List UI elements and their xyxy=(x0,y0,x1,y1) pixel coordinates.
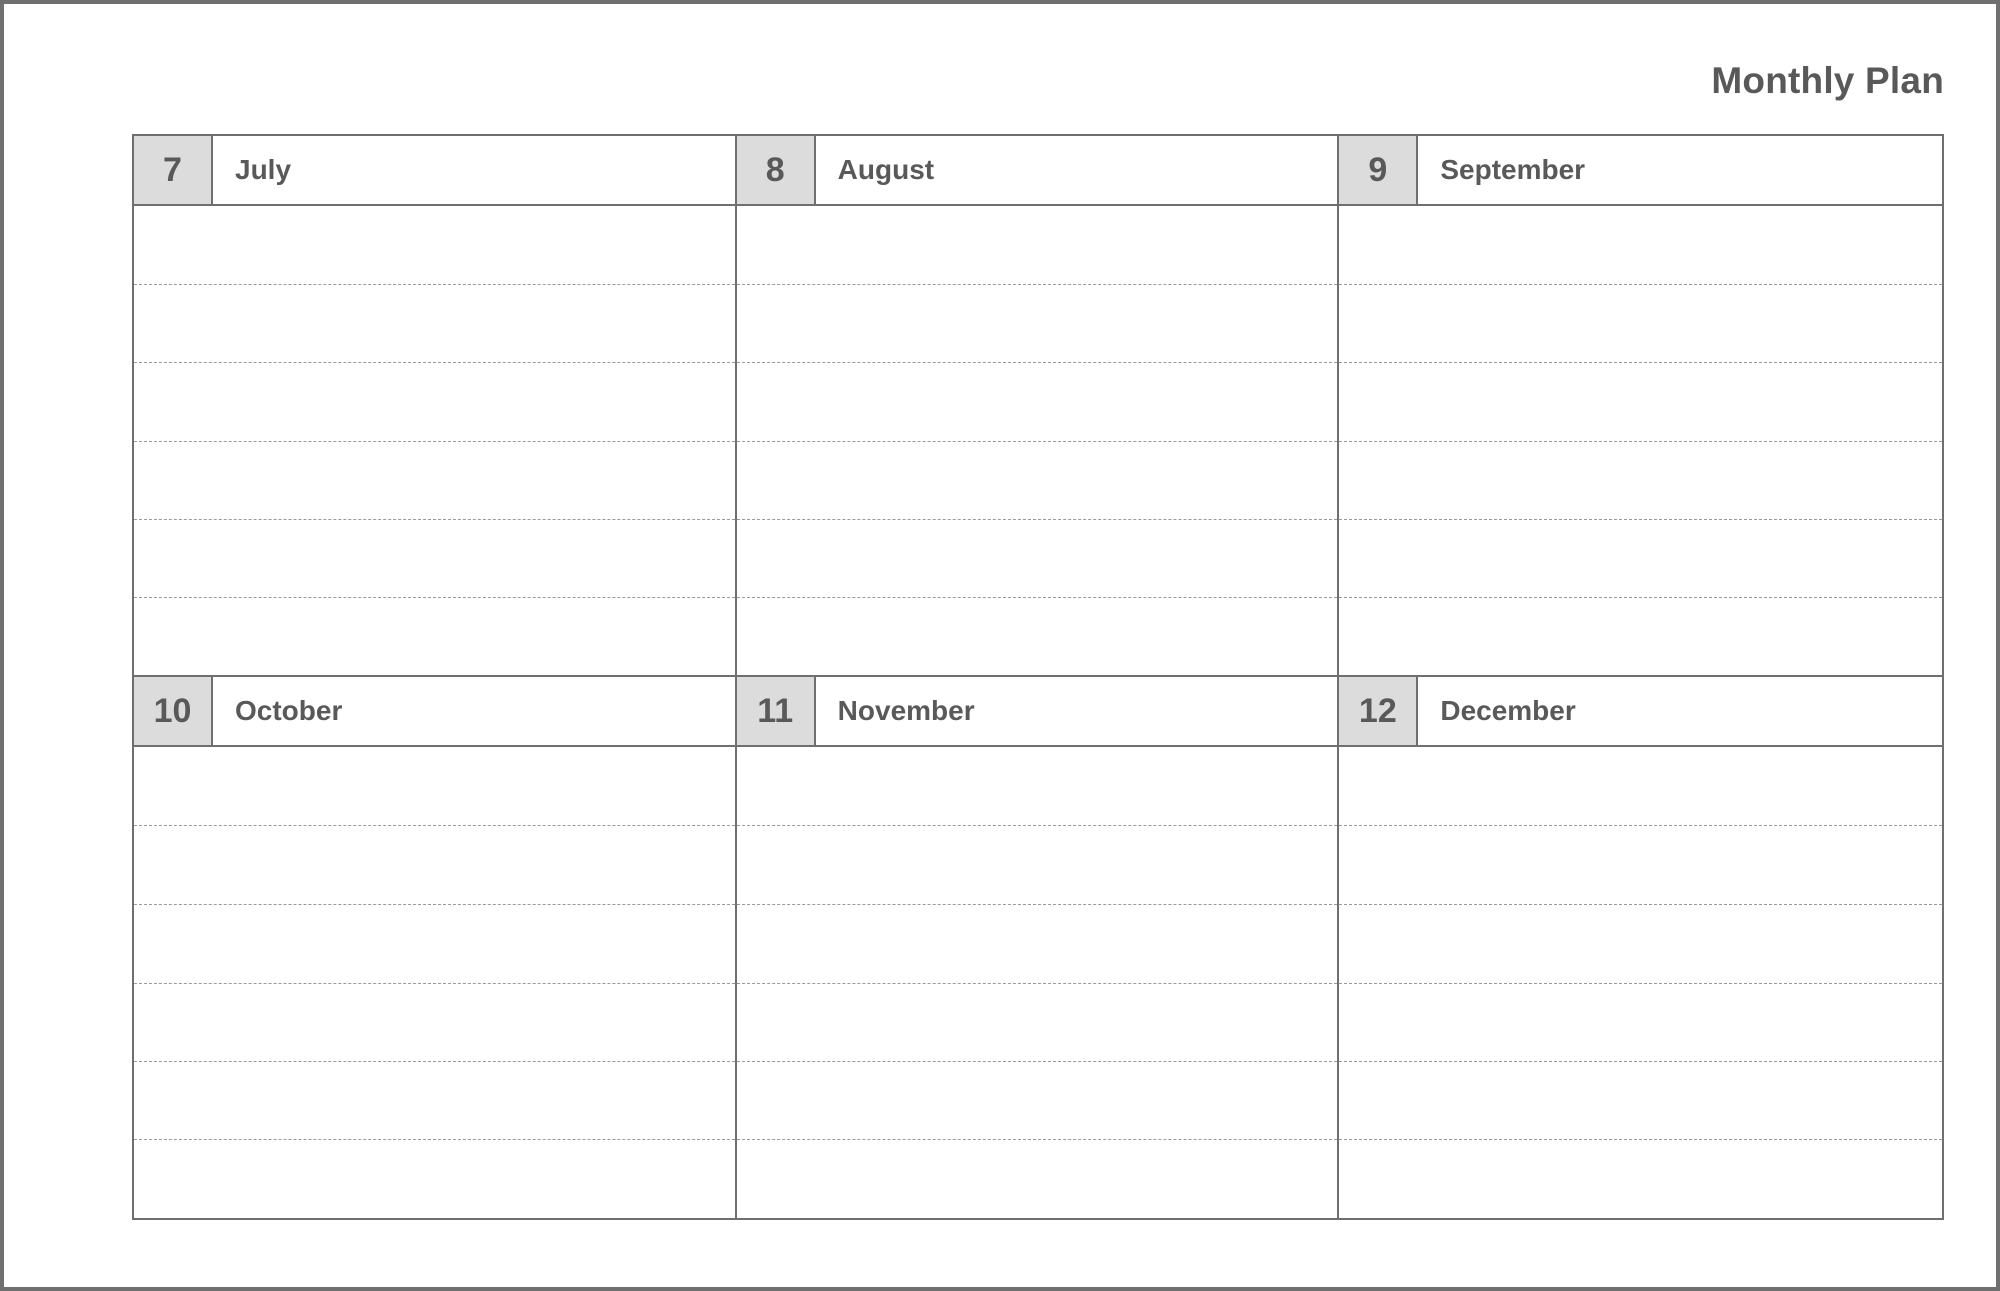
month-number-october: 10 xyxy=(134,677,213,745)
calendar-row-1 xyxy=(134,136,1942,677)
note-rule xyxy=(737,904,1338,905)
month-cell-august[interactable] xyxy=(737,136,1340,675)
page-title: Monthly Plan xyxy=(1711,60,1944,101)
month-header-august xyxy=(737,136,1338,206)
note-rule xyxy=(134,1061,735,1062)
note-rule xyxy=(134,284,735,285)
month-name-december: December xyxy=(1440,695,1576,726)
month-header-october xyxy=(134,677,735,747)
note-rule xyxy=(134,597,735,598)
month-header-july xyxy=(134,136,735,206)
month-notes-september[interactable] xyxy=(1339,206,1942,675)
note-rule xyxy=(737,441,1338,442)
month-cell-november[interactable] xyxy=(737,677,1340,1218)
note-rule xyxy=(1339,284,1942,285)
month-notes-october[interactable] xyxy=(134,747,735,1218)
note-rule xyxy=(737,1139,1338,1140)
note-rule xyxy=(1339,825,1942,826)
note-rule xyxy=(134,519,735,520)
note-rule xyxy=(737,825,1338,826)
month-header-september xyxy=(1339,136,1942,206)
note-rule xyxy=(1339,1139,1942,1140)
note-rule xyxy=(737,1061,1338,1062)
note-rule xyxy=(134,441,735,442)
month-header-december xyxy=(1339,677,1942,747)
note-rule xyxy=(1339,597,1942,598)
month-number-august: 8 xyxy=(737,136,816,204)
month-number-december: 12 xyxy=(1339,677,1418,745)
month-name-august: August xyxy=(837,154,935,185)
month-header-november xyxy=(737,677,1338,747)
month-cell-september[interactable] xyxy=(1339,136,1942,675)
note-rule xyxy=(737,284,1338,285)
calendar-row-2 xyxy=(134,677,1942,1218)
note-rule xyxy=(737,983,1338,984)
month-number-july: 7 xyxy=(134,136,213,204)
month-cell-december[interactable] xyxy=(1339,677,1942,1218)
note-rule xyxy=(1339,362,1942,363)
month-name-september: September xyxy=(1440,154,1586,185)
monthly-plan-grid xyxy=(132,134,1944,1220)
month-name-october: October xyxy=(235,695,343,726)
page-content xyxy=(132,38,1944,1228)
month-notes-july[interactable] xyxy=(134,206,735,675)
note-rule xyxy=(134,983,735,984)
note-rule xyxy=(134,825,735,826)
note-rule xyxy=(737,362,1338,363)
note-rule xyxy=(134,1139,735,1140)
note-rule xyxy=(737,519,1338,520)
note-rule xyxy=(737,597,1338,598)
month-name-november: November xyxy=(837,695,975,726)
month-notes-august[interactable] xyxy=(737,206,1338,675)
note-rule xyxy=(1339,1061,1942,1062)
note-rule xyxy=(1339,441,1942,442)
note-rule xyxy=(1339,519,1942,520)
month-name-july: July xyxy=(235,154,292,185)
month-notes-november[interactable] xyxy=(737,747,1338,1218)
note-rule xyxy=(134,904,735,905)
month-cell-october[interactable] xyxy=(134,677,737,1218)
note-rule xyxy=(1339,904,1942,905)
month-cell-july[interactable] xyxy=(134,136,737,675)
month-number-november: 11 xyxy=(737,677,816,745)
month-notes-december[interactable] xyxy=(1339,747,1942,1218)
month-number-september: 9 xyxy=(1339,136,1418,204)
note-rule xyxy=(134,362,735,363)
note-rule xyxy=(1339,983,1942,984)
